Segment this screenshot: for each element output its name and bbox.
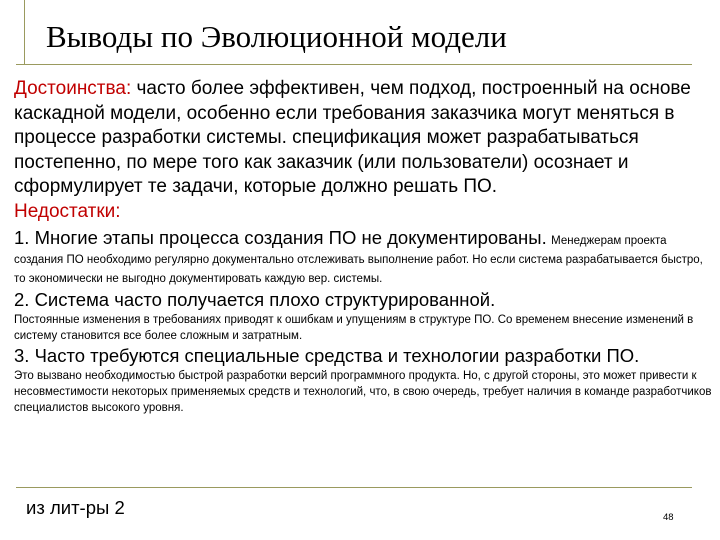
disadvantages-paragraph bbox=[14, 200, 714, 224]
item-2-heading: 2. Система часто получается плохо структурированной. bbox=[14, 288, 496, 310]
slide-content bbox=[14, 77, 714, 416]
disadvantage-item-2 bbox=[14, 288, 714, 344]
advantages-paragraph bbox=[14, 77, 714, 200]
advantages-label: Достоинства: bbox=[14, 78, 132, 99]
item-2-detail: Постоянные изменения в требованиях приводят к ошибкам и упущениям в структуре ПО. Со временем внесение изменений в систему становится все более сложным и затратным. bbox=[14, 313, 694, 342]
item-1-detail: Менеджерам проекта создания ПО необходимо регулярно документально отслеживать выполнение работ. Но если система разрабатывается быстро, то экономически не выгодно документировать каждую вер. системы. bbox=[14, 234, 703, 285]
disadvantages-label: Недостатки: bbox=[14, 200, 121, 222]
advantages-text: часто более эффективен, чем подход, построенный на основе каскадной модели, особенно если требования заказчика могут меняться в процессе разработки системы. спецификация может разрабатываться постепенно, по мере того как заказчик (или пользователи) осознает и сформулирует те задачи, которые должно решать ПО. bbox=[14, 78, 691, 197]
title-underline bbox=[16, 64, 692, 65]
item-3-heading: 3. Часто требуются специальные средства и технологии разработки ПО. bbox=[14, 344, 640, 366]
slide-title: Выводы по Эволюционной модели bbox=[46, 19, 507, 54]
page-number: 48 bbox=[663, 512, 674, 523]
disadvantage-item-3 bbox=[14, 344, 714, 416]
footer-source-note: из лит-ры 2 bbox=[26, 497, 125, 518]
item-3-detail: Это вызвано необходимостью быстрой разработки версий программного продукта. Но, с другой стороны, это может привести к несовместимости некоторых применяемых средств и технологий, что, в свою очередь, требует наличия в команде разработчиков специалистов высокого уровня. bbox=[14, 369, 712, 414]
item-1-heading: 1. Многие этапы процесса создания ПО не документированы. bbox=[14, 226, 547, 248]
footer-rule bbox=[16, 487, 692, 488]
disadvantage-item-1 bbox=[14, 226, 714, 288]
title-left-rule bbox=[24, 0, 25, 64]
